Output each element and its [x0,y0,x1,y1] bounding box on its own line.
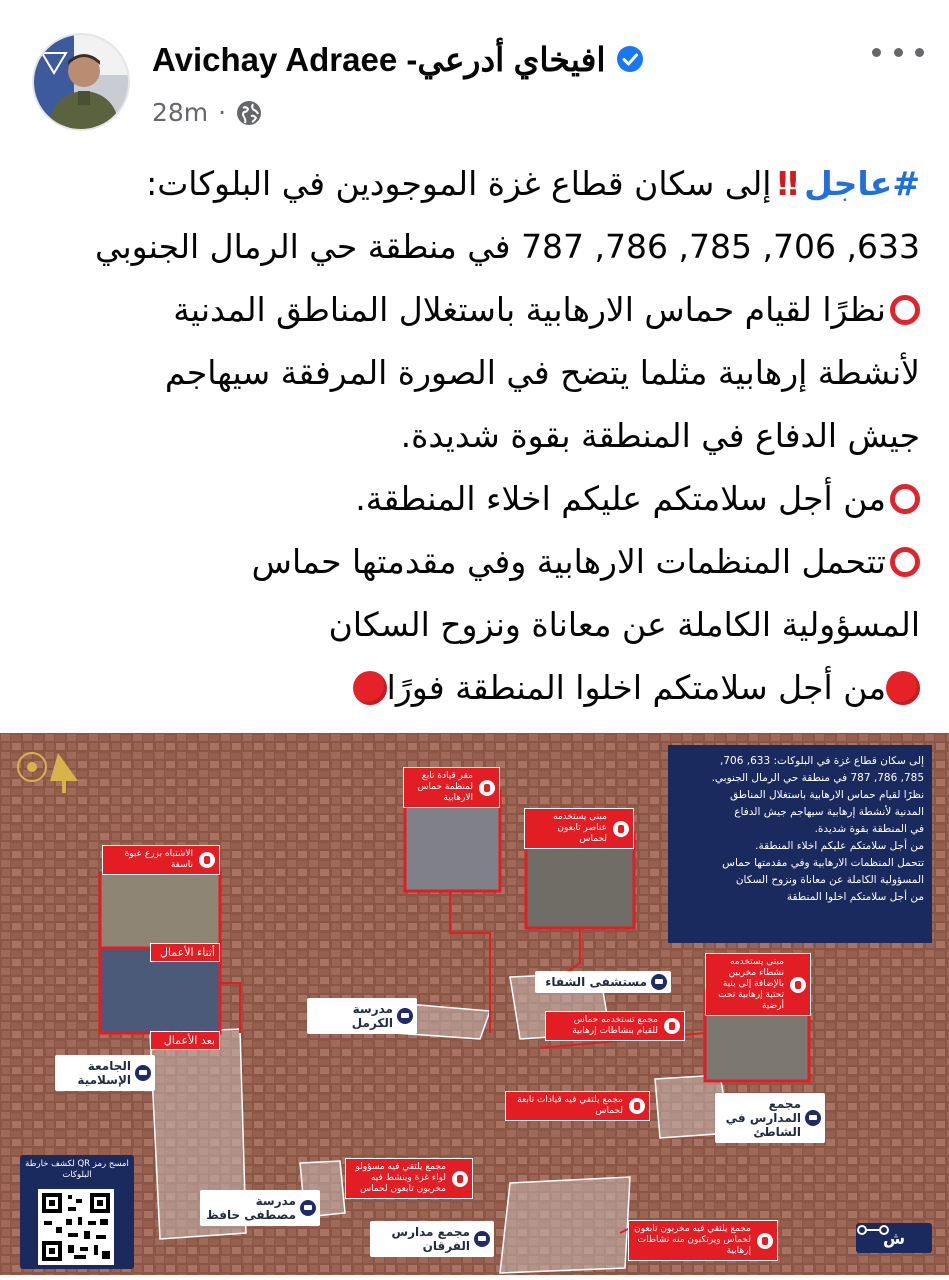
map-label-complex-activities [545,1011,685,1041]
line-text: نظرًا لقيام حماس الارهابية باستغلال المناطق المدنية [173,290,886,329]
info-line: نظرًا لقيام حماس الارهابية باستغلال المناطق [729,789,924,801]
hospital-icon [651,974,667,990]
post-line [40,278,920,341]
school-icon [397,1008,413,1024]
map-label-hq [403,767,500,808]
map-label-during-work [150,943,220,962]
info-line: من أجل سلامتكم عليكم اخلاء المنطقة. [755,840,924,852]
label-text: مجمع يلتقي فيه قيادات تابعة لحماس [517,1095,623,1116]
author-name-row [152,36,644,82]
gunman-icon [452,1171,468,1187]
map-label-after-work [150,1031,220,1050]
map-info-panel [668,745,932,943]
post-line: المسؤولية الكاملة عن معاناة ونزوح السكان [328,605,920,644]
map-label-explosives [102,845,220,875]
post-line [40,467,920,530]
verified-badge-icon [616,45,644,73]
post-line: 633, 706, 785, 786, 787 في منطقة حي الرمال الجنوبي [94,227,920,266]
gunman-icon [199,852,215,868]
map-label-mustafa-hafez-school [200,1190,320,1226]
author-avatar[interactable] [32,33,130,131]
qr-label: امسح رمز QR لكشف خارطة البلوكات [25,1159,129,1180]
info-line: من أجل سلامتكم اخلوا المنطقة [786,891,924,903]
label-text: مجمع مدارس الفرقان [391,1225,470,1253]
map-label-islamic-university [55,1055,155,1091]
label-text: مجمع تستخدمه حماس للقيام بنشاطات إرهابية [572,1015,658,1036]
meta-separator: · [218,98,227,127]
more-options-button[interactable] [872,38,924,66]
label-text: مدرسة مصطفى حافظ [206,1194,296,1222]
line-text: من أجل سلامتكم عليكم اخلاء المنطقة. [355,479,886,518]
post-line [40,530,920,593]
globe-icon[interactable] [236,100,262,126]
map-label-karmel-school [307,998,417,1034]
dot-icon [894,48,903,57]
gunman-icon [613,821,629,837]
gunman-icon [664,1018,680,1034]
post-line [40,152,920,215]
info-line: المسؤولية الكاملة عن معاناة ونزوح السكان [735,874,924,886]
brand-text: ش [882,1228,906,1248]
info-line: تتحمل المنظمات الارهابية وفي مقدمتها حماس [722,857,924,869]
map-label-shati-schools [715,1093,825,1143]
red-circle-outline-icon [890,295,920,325]
idf-spokesperson-logo [856,1223,932,1253]
post-image-map[interactable] [0,733,949,1275]
line-text: تتحمل المنظمات الارهابية وفي مقدمتها حماس [251,542,886,581]
label-text: مبنى يستخدمه نشطاء مخربين بالإضافة إلى بنية تحتية إرهابية تحت أرضية [718,957,784,1011]
post-meta [152,98,262,127]
label-text: مجمع المدارس في الشاطئ [725,1097,801,1139]
map-label-furqan-schools [370,1221,494,1257]
post-line [40,656,920,719]
map-label-complex-brigade [345,1158,473,1199]
gunman-icon [479,780,495,796]
post-line: جيش الدفاع في المنطقة بقوة شديدة. [400,416,920,455]
info-line: إلى سكان قطاع غزة في البلوكات: 633, 706, [720,755,924,767]
post-line: لأنشطة إرهابية مثلما يتضح في الصورة المرفقة سيهاجم [164,353,920,392]
map-label-complex-leaders [505,1091,650,1121]
dot-icon [915,48,924,57]
info-line: المدنية لأنشطة إرهابية سيهاجم جيش الدفاع [734,806,924,818]
label-text: مجمع يلتقي فيه مخربون تابعون لحماس ويرتكبون منه نشاطات إرهابية [634,1224,751,1256]
red-circle-outline-icon [890,484,920,514]
hashtag-link[interactable]: #عاجل [804,164,920,203]
label-text: الجامعة الإسلامية [77,1059,131,1087]
map-label-complex-operatives [628,1220,778,1261]
school-icon [805,1110,821,1126]
school-icon [135,1065,151,1081]
line-text: إلى سكان قطاع غزة الموجودين في البلوكات: [146,164,772,203]
info-line: 785, 786, 787 في منطقة حي الرمال الجنوبي. [711,772,924,784]
red-circle-icon [886,671,920,705]
map-label-shifa-hospital [535,971,671,993]
dot-icon [872,48,881,57]
map-label-building-gunmen [705,953,811,1016]
school-icon [300,1200,316,1216]
label-text: مقر قيادة تابع لمنظمة حماس الارهابية [417,771,473,803]
label-text: أثناء الأعمال [159,946,215,959]
line-text: من أجل سلامتكم اخلوا المنطقة فورًا [386,668,886,707]
label-text: مدرسة الكرمل [351,1002,393,1030]
logo-wave-icon [856,1223,890,1237]
gunman-icon [790,977,806,993]
double-exclamation-icon: ‼ [777,164,799,203]
qr-code-icon [38,1189,114,1265]
post-timestamp[interactable]: 28m [152,98,209,127]
post-body [40,152,920,719]
red-circle-icon [353,671,387,705]
author-name[interactable]: Avichay Adraee -افيخاي أدرعي [152,40,606,78]
gunman-icon [757,1233,773,1249]
post-header [0,0,949,150]
map-label-building-members [524,808,634,849]
label-text: الاشتباه بزرع عبوة ناسفة [124,849,193,870]
qr-code-box [20,1155,134,1269]
red-circle-outline-icon [890,547,920,577]
label-text: بعد الأعمال [163,1034,215,1047]
label-text: مجمع يلتقي فيه مسؤولو لواء غزة وينشط فيه مخربون تابعون لحماس [355,1162,446,1194]
school-icon [474,1231,490,1247]
label-text: مستشفى الشفاء [545,975,647,989]
gunman-icon [629,1098,645,1114]
label-text: مبنى يستخدمه عناصر تابعون لحماس [552,812,607,844]
info-line: في المنطقة بقوة شديدة. [814,823,924,835]
